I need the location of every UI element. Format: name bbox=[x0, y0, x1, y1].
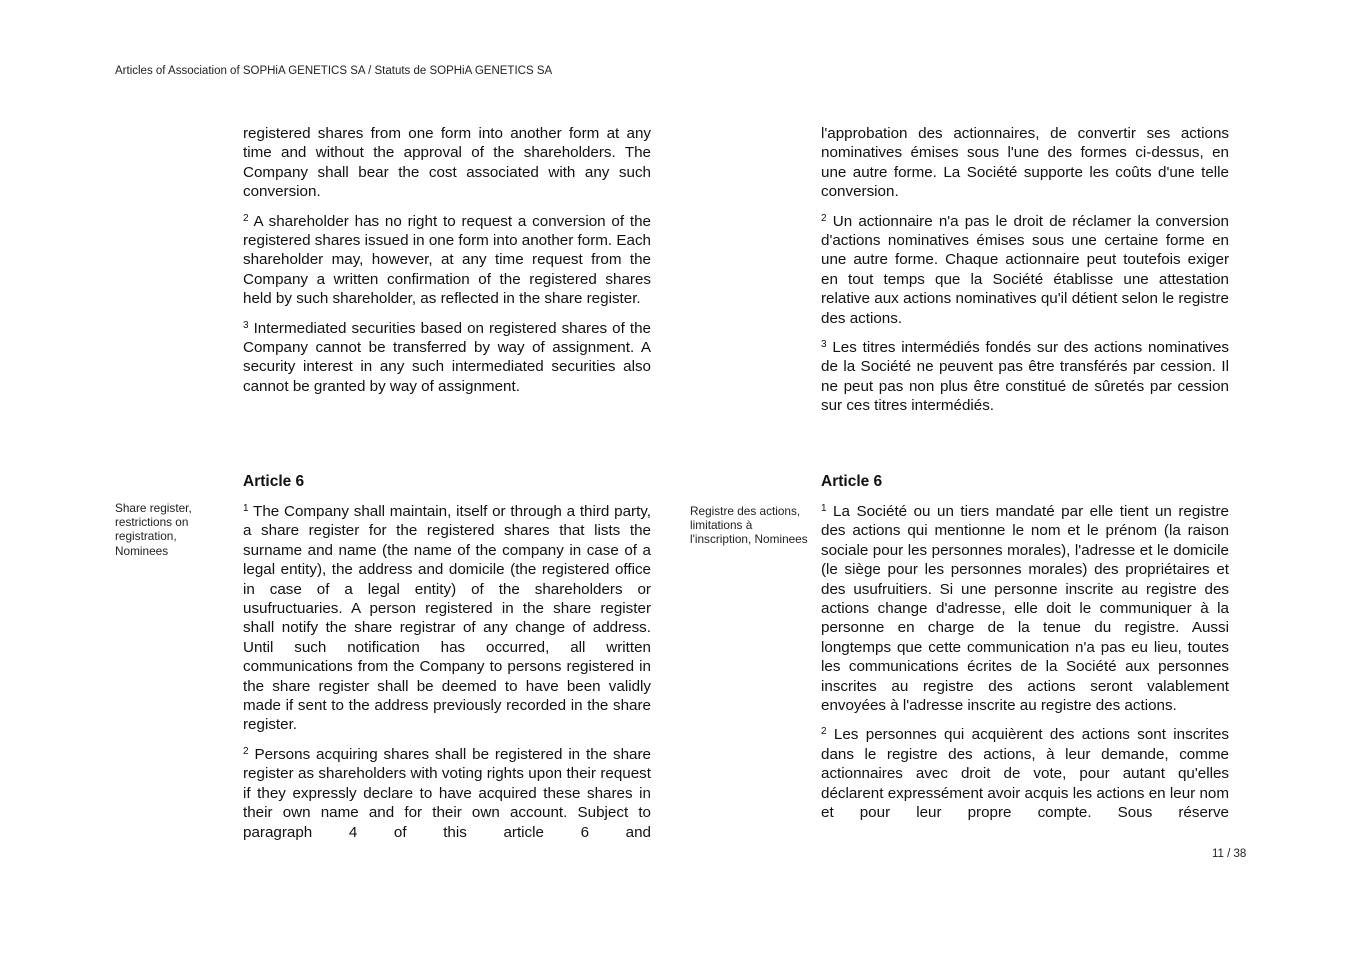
fr-article-6-paragraph-2 bbox=[821, 725, 1229, 822]
en-margin-note: Share register, restrictions on registration, Nominees bbox=[115, 501, 192, 558]
running-header: Articles of Association of SOPHiA GENETICS SA / Statuts de SOPHiA GENETICS SA bbox=[115, 65, 553, 77]
fr-article-6-paragraph-1-text: La Société ou un tiers mandaté par elle tient un registre des actions qui mentionne le nom et le prénom (la raison sociale pour les personnes morales), l'adresse et le domicile (le siège pour les personnes morales) des propriétaires et des usufruitiers. Si une personne inscrite au registre des actions change d'adresse, elle doit le communiquer à la personne en charge de la tenue du registre. Aussi longtemps que cette communication n'a pas eu lieu, toutes les communications écrites de la Société aux personnes inscrites au registre des actions seront valablement envoyées à l'adresse inscrite au registre des actions. bbox=[821, 503, 1229, 715]
french-column-article-6 bbox=[821, 502, 1229, 833]
en-paragraph-2 bbox=[243, 212, 651, 309]
fr-article-6-heading: Article 6 bbox=[821, 473, 883, 490]
en-article-6-heading: Article 6 bbox=[243, 473, 305, 490]
en-continuation-paragraph: registered shares from one form into another form at any time and without the approval of the shareholders. The Company shall bear the cost associated with any such conversion. bbox=[243, 125, 651, 201]
fr-paragraph-2-number: 2 bbox=[821, 212, 827, 224]
en-article-6-paragraph-2 bbox=[243, 745, 651, 842]
en-article-6-paragraph-1-text: The Company shall maintain, itself or through a third party, a share register for the registered shares that lists the surname and name (the name of the company in case of a legal entity), the address and domicile (the registered office in case of a legal entity) of the shareholders or usufructuaries. A person registered in the share register shall notify the share registrar of any change of address. Until such notification has occurred, all written communications from the Company to persons registered in the share register shall be deemed to have been validly made if sent to the address previously recorded in the share register. bbox=[243, 503, 651, 734]
en-paragraph-3-number: 3 bbox=[243, 319, 249, 331]
en-paragraph-3 bbox=[243, 319, 651, 397]
page-number: 11 / 38 bbox=[1212, 848, 1247, 860]
fr-article-6-paragraph-2-text: Les personnes qui acquièrent des actions sont inscrites dans le registre des actions, à leur demande, comme actionnaires avec droit de vote, pour autant qu'elles déclarent expressément avoir acquis les actions en leur nom et pour leur propre compte. Sous réserve bbox=[821, 726, 1229, 822]
en-article-6-paragraph-2-text: Persons acquiring shares shall be registered in the share register as shareholders with voting rights upon their request if they expressly declare to have acquired these shares in their own name and for their own account. Subject to paragraph 4 of this article 6 and bbox=[243, 745, 651, 841]
english-column-top bbox=[243, 124, 651, 406]
fr-paragraph-2-text: Un actionnaire n'a pas le droit de réclamer la conversion d'actions nominatives émises sous une certaine forme en une autre forme. Chaque actionnaire peut toutefois exiger en tout temps que la Société établisse une attestation relative aux actions nominatives qu'il détient selon le registre des actions. bbox=[821, 212, 1229, 327]
fr-paragraph-3-number: 3 bbox=[821, 339, 827, 351]
fr-article-6-paragraph-1 bbox=[821, 502, 1229, 715]
en-paragraph-2-number: 2 bbox=[243, 212, 249, 224]
en-article-6-paragraph-1-number: 1 bbox=[243, 503, 249, 514]
french-column-top bbox=[821, 124, 1229, 426]
english-column-article-6 bbox=[243, 502, 651, 852]
fr-margin-note: Registre des actions, limitations à l'inscription, Nominees bbox=[690, 504, 808, 547]
en-article-6-paragraph-2-number: 2 bbox=[243, 745, 249, 757]
fr-paragraph-3 bbox=[821, 338, 1229, 416]
fr-continuation-paragraph: l'approbation des actionnaires, de convertir ses actions nominatives émises sous l'une des formes ci-dessus, en une autre forme. La Société supporte les coûts d'une telle conversion. bbox=[821, 125, 1229, 201]
fr-paragraph-2 bbox=[821, 212, 1229, 328]
fr-paragraph-3-text: Les titres intermédiés fondés sur des actions nominatives de la Société ne peuvent pas être transférés par cession. Il ne peut pas non plus être constitué de sûretés par cession sur ces titres intermédiés. bbox=[821, 339, 1229, 415]
fr-article-6-paragraph-1-number: 1 bbox=[821, 503, 827, 514]
en-paragraph-3-text: Intermediated securities based on registered shares of the Company cannot be transferred by way of assignment. A security interest in any such intermediated securities also cannot be granted by way of assignment. bbox=[243, 319, 651, 395]
fr-article-6-paragraph-2-number: 2 bbox=[821, 726, 827, 738]
en-article-6-paragraph-1 bbox=[243, 502, 651, 735]
en-paragraph-2-text: A shareholder has no right to request a conversion of the registered shares issued in one form into another form. Each shareholder may, however, at any time request from the Company a written confirmation of the registered shares held by such shareholder, as reflected in the share register. bbox=[243, 212, 651, 308]
